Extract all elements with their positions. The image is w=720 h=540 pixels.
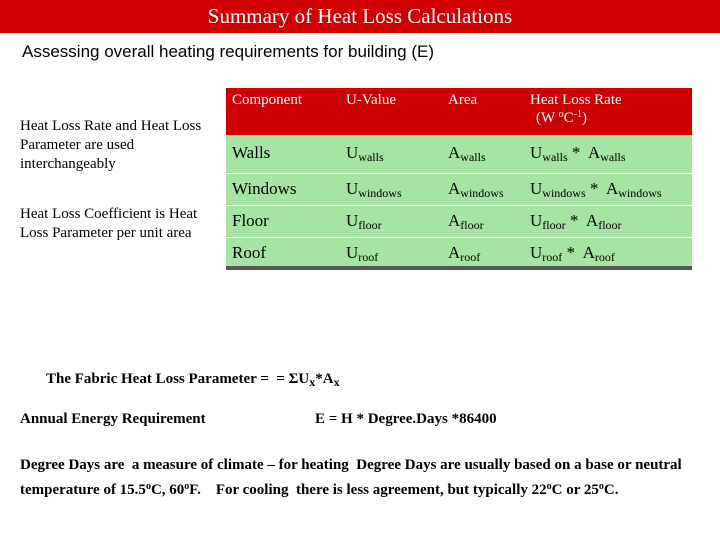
table-row xyxy=(226,135,692,174)
header-u-value: U-Value xyxy=(346,92,396,108)
area-cell: $A_{roof}$ xyxy=(442,238,524,270)
header-rate-unit: (W $^oC^{-1}$) xyxy=(536,109,587,126)
rate-cell: $U_{windows} * A_{windows}$ xyxy=(524,174,692,206)
header-heat-loss-rate xyxy=(524,88,692,135)
table-row xyxy=(226,174,692,206)
subtitle: Assessing overall heating requirements for building (E) xyxy=(22,42,434,61)
heat-loss-table xyxy=(226,88,692,270)
annual-energy-label: Annual Energy Requirement xyxy=(20,411,206,427)
component-cell: Windows xyxy=(226,174,340,206)
header-rate-label: Heat Loss Rate xyxy=(530,92,622,108)
u-value-cell: $U_{roof}$ xyxy=(340,238,442,270)
annual-energy-equation: E = H * Degree.Days *86400 xyxy=(315,411,497,427)
component-cell: Walls xyxy=(226,135,340,174)
note-heat-loss-coefficient: Heat Loss Coefficient is Heat Loss Parameter per unit area xyxy=(20,206,198,241)
area-cell: $A_{windows}$ xyxy=(442,174,524,206)
header-component: Component xyxy=(232,92,302,108)
page-title: Summary of Heat Loss Calculations xyxy=(207,4,513,28)
table-row xyxy=(226,238,692,270)
title-banner xyxy=(0,0,720,33)
degree-days-paragraph: Degree Days are a measure of climate – for heating Degree Days are usually based on a base or neutral temperature of 15.5$^o$C, 60$^o$F. For cooling there is less agreement, but typically 22$^o$C or 25$^o$C. xyxy=(20,457,686,498)
area-cell: $A_{walls}$ xyxy=(442,135,524,174)
component-cell: Roof xyxy=(226,238,340,270)
table-row xyxy=(226,206,692,238)
component-cell: Floor xyxy=(226,206,340,238)
rate-cell: $U_{roof} * A_{roof}$ xyxy=(524,238,692,270)
area-cell: $A_{floor}$ xyxy=(442,206,524,238)
table-bottom-border xyxy=(226,266,692,270)
rate-cell: $U_{walls} * A_{walls}$ xyxy=(524,135,692,174)
note-heat-loss-rate: Heat Loss Rate and Heat Loss Parameter are used interchangeably xyxy=(20,118,202,172)
u-value-cell: $U_{windows}$ xyxy=(340,174,442,206)
u-value-cell: $U_{walls}$ xyxy=(340,135,442,174)
rate-cell: $U_{floor} * A_{floor}$ xyxy=(524,206,692,238)
table-header-row xyxy=(226,88,692,135)
u-value-cell: $U_{floor}$ xyxy=(340,206,442,238)
header-area: Area xyxy=(448,92,478,108)
fabric-heat-loss-formula: The Fabric Heat Loss Parameter = = $\Sigma U_x*A_x$ xyxy=(46,371,340,389)
